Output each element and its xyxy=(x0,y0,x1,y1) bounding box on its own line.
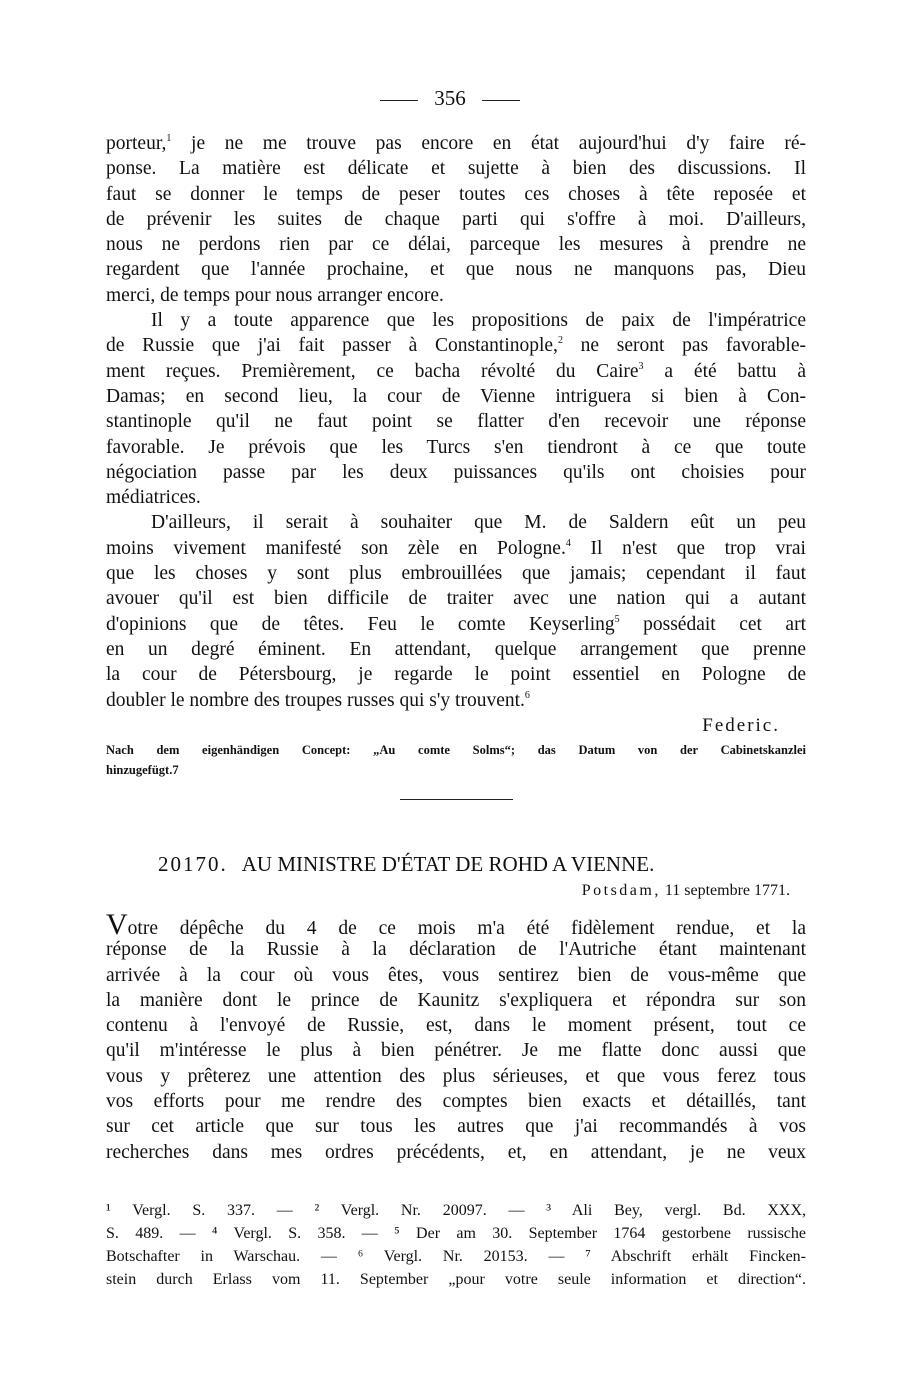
text-line: Votre dépêche du 4 de ce mois m'a été fidèlement rendue, et la xyxy=(106,908,806,941)
letter-2-body xyxy=(106,908,806,1165)
dateline-date: 11 septembre 1771. xyxy=(664,882,790,899)
text-line: faut se donner le temps de peser toutes ces choses à tête reposée et xyxy=(106,183,806,205)
text-line: porteur,$^1$ je ne me trouve pas encore en état aujourd'hui d'y faire ré- xyxy=(106,133,806,154)
text-line: réponse de la Russie à la déclaration de l'Autriche étant maintenant xyxy=(106,939,806,961)
text-line: merci, de temps pour nous arranger encore. xyxy=(106,284,444,306)
footnote-line: ¹ Vergl. S. 337. — ² Vergl. Nr. 20097. — ³ Ali Bey, vergl. Bd. XXX, xyxy=(106,1202,806,1219)
text-line: Damas; en second lieu, la cour de Vienne intriguera si bien à Con- xyxy=(106,385,806,407)
signature: Federic. xyxy=(702,715,780,736)
page-number-dash-right xyxy=(482,100,520,101)
text-line: regardent que l'année prochaine, et que nous ne manquons pas, Dieu xyxy=(106,259,806,281)
text-line: la manière dont le prince de Kaunitz s'expliquera et répondra sur son xyxy=(106,989,806,1011)
footnote-ref[interactable]: 1 xyxy=(166,133,172,144)
text-line: qu'il m'intéresse le plus à bien pénétrer. Je me flatte donc aussi que xyxy=(106,1040,806,1062)
letter-1-body xyxy=(106,131,806,713)
footnote-ref[interactable]: 4 xyxy=(565,537,571,549)
text-line: contenu à l'envoyé de Russie, est, dans le moment présent, tout ce xyxy=(106,1015,806,1037)
text-line: Il y a toute apparence que les propositions de paix de l'impératrice xyxy=(151,310,806,332)
footnote-line: S. 489. — ⁴ Vergl. S. 358. — ⁵ Der am 30. September 1764 gestorbene russische xyxy=(106,1225,806,1242)
text-line: stantinople qu'il ne faut point se flatter d'en recevoir une réponse xyxy=(106,411,806,433)
footnote-ref[interactable]: 6 xyxy=(524,689,530,701)
letter-title: AU MINISTRE D'ÉTAT DE ROHD A VIENNE. xyxy=(241,852,655,876)
letter-heading xyxy=(158,852,654,877)
initial-letter: V xyxy=(106,908,128,941)
text-line: négociation passe par les deux puissances qu'ils ont choisies pour xyxy=(106,461,806,483)
text-line: en un degré éminent. En attendant, quelque arrangement que prenne xyxy=(106,638,806,660)
text-line: doubler le nombre des troupes russes qui s'y trouvent.$^6$ xyxy=(106,689,530,711)
page-number: 356 xyxy=(0,86,900,111)
text-line: recherches dans mes ordres précédents, et, en attendant, je ne veux xyxy=(106,1141,806,1163)
text-line: d'opinions que de têtes. Feu le comte Keyserling$^5$ possédait cet art xyxy=(106,613,806,635)
text-line: que les choses y sont plus embrouillées que jamais; cependant il faut xyxy=(106,563,806,585)
text-line: ponse. La matière est délicate et sujette à bien des discussions. Il xyxy=(106,158,806,180)
text-line: avouer qu'il est bien difficile de traiter avec une nation qui a autant xyxy=(106,588,806,610)
letter-number: 20170. xyxy=(158,852,228,876)
footnotes xyxy=(106,1199,806,1291)
footnote-line: stein durch Erlass vom 11. September „pour votre seule information et direction“. xyxy=(106,1271,806,1288)
dateline-place: Potsdam, xyxy=(581,882,661,899)
page-number-dash-left xyxy=(380,100,418,101)
dateline xyxy=(0,882,790,900)
text-line: médiatrices. xyxy=(106,487,201,509)
text-line: de Russie que j'ai fait passer à Constantinople,$^2$ ne seront pas favorable- xyxy=(106,335,806,357)
footnote-ref[interactable]: 3 xyxy=(638,360,644,372)
text-line: sur cet article que sur tous les autres que j'ai recommandés à vos xyxy=(106,1116,806,1138)
text-line: ment reçues. Premièrement, ce bacha révolté du Caire$^3$ a été battu à xyxy=(106,360,806,382)
text-line: vous y prêterez une attention des plus sérieuses, et que vous ferez tous xyxy=(106,1065,806,1087)
footnote-line: Botschafter in Warschau. — ⁶ Vergl. Nr. 20153. — ⁷ Abschrift erhält Fincken- xyxy=(106,1248,806,1265)
footnote-ref[interactable]: 2 xyxy=(557,335,563,347)
text-line: D'ailleurs, il serait à souhaiter que M. de Saldern eût un peu xyxy=(151,512,806,534)
text-line: moins vivement manifesté son zèle en Pologne.$^4$ Il n'est que trop vrai xyxy=(106,537,806,559)
text-line: vos efforts pour me rendre des comptes bien exacts et détaillés, tant xyxy=(106,1091,806,1113)
text-line: arrivée à la cour où vous êtes, vous sentirez bien de vous-même que xyxy=(106,964,806,986)
footnote-ref[interactable]: 5 xyxy=(614,613,620,625)
text-line: favorable. Je prévois que les Turcs s'en tiendront à ce que toute xyxy=(106,436,806,458)
note-line: hinzugefügt.7 xyxy=(106,763,179,777)
section-divider xyxy=(400,799,513,800)
text-line: la cour de Pétersbourg, je regarde le point essentiel en Pologne de xyxy=(106,664,806,686)
text-line: nous ne perdons rien par ce délai, parceque les mesures à prendre ne xyxy=(106,234,806,256)
text-line: de prévenir les suites de chaque parti qui s'offre à moi. D'ailleurs, xyxy=(106,208,806,230)
note-line: Nach dem eigenhändigen Concept: „Au comte Solms“; das Datum von der Cabinetskanzlei xyxy=(106,743,806,757)
source-note xyxy=(106,740,806,780)
